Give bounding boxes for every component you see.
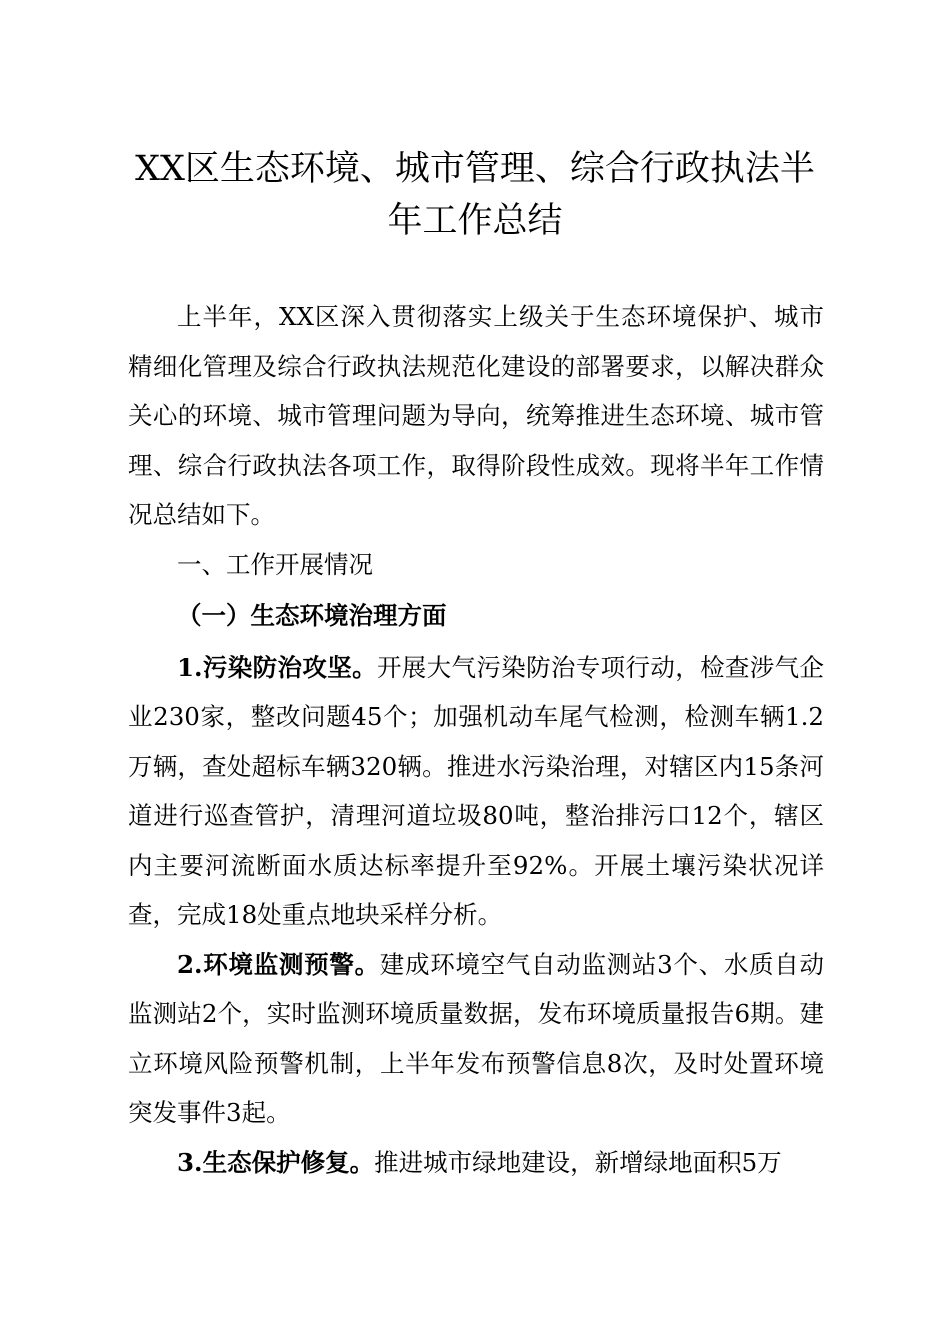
item-paragraph-pollution xyxy=(128,643,824,940)
item-lead-pollution: 1.污染防治攻坚。 xyxy=(177,652,377,682)
document-title xyxy=(100,143,850,247)
section-heading-work-progress: 一、工作开展情况 xyxy=(177,549,373,579)
item-lead-monitoring: 2.环境监测预警。 xyxy=(177,949,380,979)
intro-paragraph: 上半年，XX区深入贯彻落实上级关于生态环境保护、城市精细化管理及综合行政执法规范化建设的部署要求，以解决群众关心的环境、城市管理问题为导向，统筹推进生态环境、城市管理、综合行政执法各项工作，取得阶段性成效。现将半年工作情况总结如下。 xyxy=(128,302,824,529)
document-body xyxy=(128,292,824,1187)
item-text-monitoring: 建成环境空气自动监测站3个、水质自动监测站2个，实时监测环境质量数据，发布环境质量报告6期。建立环境风险预警机制，上半年发布预警信息8次，及时处置环境突发事件3起。 xyxy=(128,949,824,1127)
item-paragraph-ecology-restoration xyxy=(128,1138,824,1188)
subsection-heading-ecology: （一）生态环境治理方面 xyxy=(177,601,447,630)
item-paragraph-monitoring xyxy=(128,940,824,1138)
title-line-2: 年工作总结 xyxy=(387,201,563,241)
title-line-1: XX区生态环境、城市管理、综合行政执法半 xyxy=(135,149,815,189)
item-lead-ecology-restoration: 3.生态保护修复。 xyxy=(177,1147,375,1177)
item-text-ecology-restoration: 推进城市绿地建设，新增绿地面积5万 xyxy=(374,1147,782,1177)
item-text-pollution: 开展大气污染防治专项行动，检查涉气企业230家，整改问题45个；加强机动车尾气检测，检测车辆1.2万辆，查处超标车辆320辆。推进水污染治理，对辖区内15条河道进行巡查管护，清理河道垃圾80吨，整治排污口12个，辖区内主要河流断面水质达标率提升至92%。开展土壤污染状况详查，完成18处重点地块采样分析。 xyxy=(128,652,825,929)
